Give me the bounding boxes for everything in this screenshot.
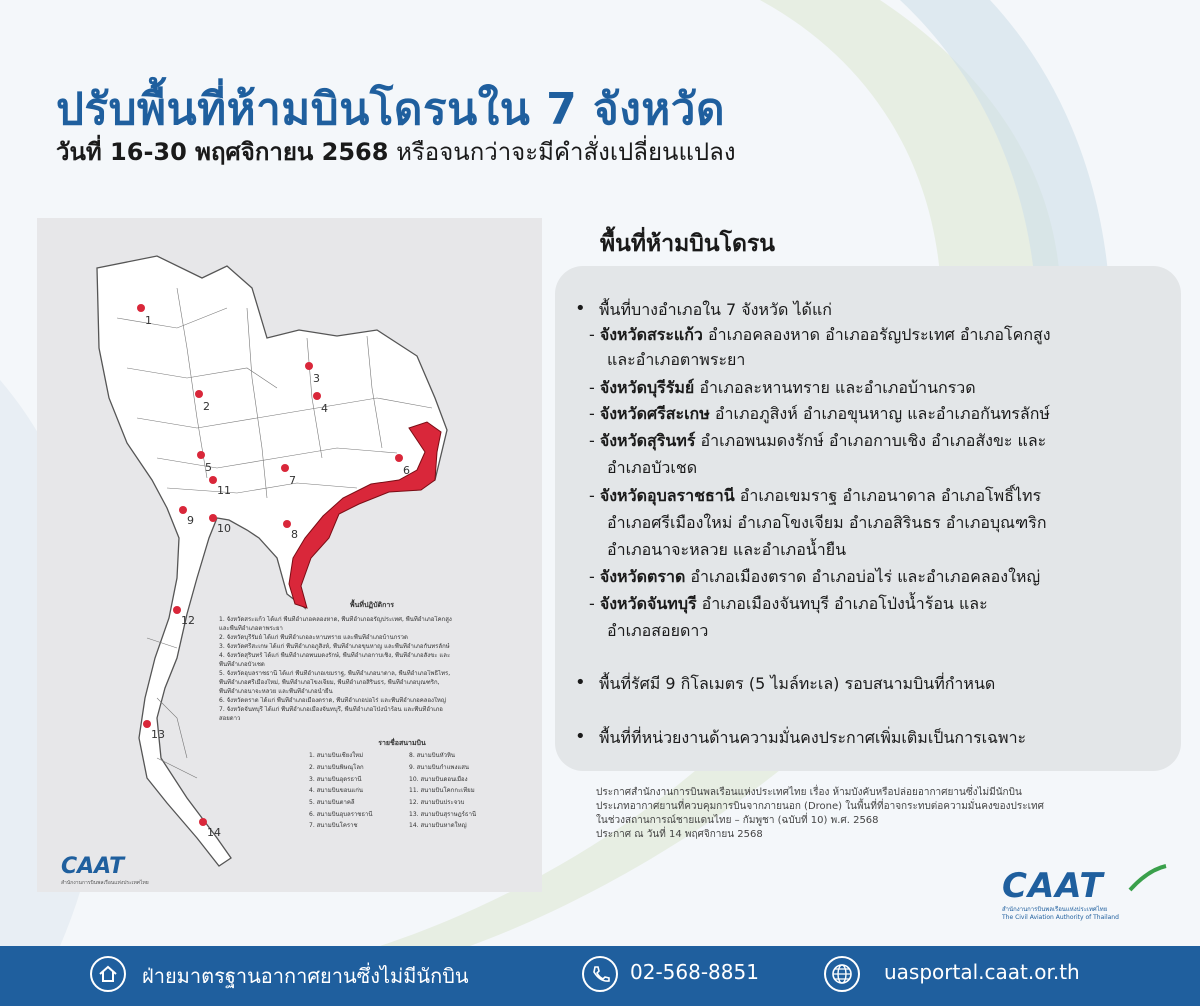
subtitle-rest: หรือจนกว่าจะมีคำสั่งเปลี่ยนแปลง xyxy=(396,138,736,166)
footer-website-link[interactable]: uasportal.caat.or.th xyxy=(884,960,1080,984)
caat-logo-subtext: สำนักงานการบินพลเรือนแห่งประเทศไทย The Civil Aviation Authority of Thailand xyxy=(1002,906,1119,921)
airport-item: 2. สนามบินพิษณุโลก xyxy=(309,763,364,771)
page-subtitle xyxy=(56,132,736,171)
airport-list xyxy=(309,752,525,831)
province-item: - จังหวัดอุบลราชธานี อำเภอเขมราฐ อำเภอนาดาล อำเภอโพธิ์ไทร xyxy=(589,486,1042,505)
legend-line: พื้นที่อำเภอนาจะหลวย และพื้นที่อำเภอน้ำยืน xyxy=(219,688,333,696)
province-item-cont: อำเภอศรีเมืองใหม่ อำเภอโขงเจียม อำเภอสิรินธร อำเภอบุณฑริก xyxy=(607,513,1047,532)
footnote-line: ประเภทอากาศยานที่ควบคุมการบินจากภายนอก (Drone) ในพื้นที่ที่อาจกระทบต่อความมั่นคงของประเทศ xyxy=(596,801,1044,812)
legend-line: 3. จังหวัดศรีสะเกษ ได้แก่ พื้นที่อำเภอภูสิงห์, พื้นที่อำเภอขุนหาญ และพื้นที่อำเภอกันทรลักษ์ xyxy=(219,643,450,651)
map-marker-label: 5 xyxy=(205,461,212,474)
caat-logo-swoosh-icon xyxy=(1128,864,1168,894)
airport-item: 9. สนามบินกำแพงแสน xyxy=(409,763,470,771)
phone-icon xyxy=(582,956,618,992)
airport-item: 14. สนามบินหาดใหญ่ xyxy=(409,822,467,830)
legend-title: พื้นที่ปฏิบัติการ xyxy=(349,601,395,609)
legend-line: และพื้นที่อำเภอตาพระยา xyxy=(219,625,283,633)
footnote-line: ประกาศ ณ วันที่ 14 พฤศจิกายน 2568 xyxy=(596,829,763,840)
announcement-footnote xyxy=(596,786,1156,842)
province-item: - จังหวัดสระแก้ว อำเภอคลองหาด อำเภออรัญประเทศ อำเภอโคกสูง xyxy=(589,325,1051,344)
map-marker-label: 10 xyxy=(217,522,231,535)
footer-department: ฝ่ายมาตรฐานอากาศยานซึ่งไม่มีนักบิน xyxy=(142,964,469,988)
airport-item: 4. สนามบินขอนแก่น xyxy=(309,787,364,795)
province-item: - จังหวัดตราด อำเภอเมืองตราด อำเภอบ่อไร่ และอำเภอคลองใหญ่ xyxy=(589,567,1041,586)
province-item-cont: อำเภอนาจะหลวย และอำเภอน้ำยืน xyxy=(607,540,847,559)
map-marker-label: 11 xyxy=(217,484,231,497)
airport-item: 7. สนามบินโคราช xyxy=(309,822,358,830)
airport-item: 12. สนามบินประจวบ xyxy=(409,799,465,807)
province-item: - จังหวัดบุรีรัมย์ อำเภอละหานทราย และอำเภอบ้านกรวด xyxy=(589,378,976,397)
airport-item: 3. สนามบินอุดรธานี xyxy=(309,775,362,783)
subtitle-date: วันที่ 16-30 พฤศจิกายน 2568 xyxy=(56,138,389,166)
airport-item: 1. สนามบินเชียงใหม่ xyxy=(309,752,364,760)
map-marker-label: 1 xyxy=(145,314,152,327)
footnote-line: ในช่วงสถานการณ์ชายแดนไทย – กัมพูชา (ฉบับที่ 10) พ.ศ. 2568 xyxy=(596,815,879,826)
airport-item: 10. สนามบินดอนเมือง xyxy=(409,775,468,783)
no-fly-zone-card xyxy=(555,266,1181,771)
map-marker-label: 3 xyxy=(313,372,320,385)
page-title: ปรับพื้นที่ห้ามบินโดรนใน 7 จังหวัด xyxy=(56,84,726,135)
airport-item: 6. สนามบินอุบลราชธานี xyxy=(309,810,373,818)
legend-line: 6. จังหวัดตราด ได้แก่ พื้นที่อำเภอเมืองตราด, พื้นที่อำเภอบ่อไร่ และพื้นที่อำเภอคลองใหญ่ xyxy=(219,697,446,705)
legend-line: 5. จังหวัดอุบลราชธานี ได้แก่ พื้นที่อำเภอเขมราฐ, พื้นที่อำเภอนาดาล, พื้นที่อำเภอโพธิ์ไทร, xyxy=(219,670,451,678)
map-caat-logo: CAAT xyxy=(61,854,125,879)
province-item: - จังหวัดศรีสะเกษ อำเภอภูสิงห์ อำเภอขุนหาญ และอำเภอกันทรลักษ์ xyxy=(589,404,1050,423)
airport-item: 5. สนามบินตาคลี xyxy=(309,799,355,807)
caat-logo: CAAT xyxy=(1002,866,1104,906)
province-item: - จังหวัดจันทบุรี อำเภอเมืองจันทบุรี อำเภอโป่งน้ำร้อน และ xyxy=(589,594,988,613)
map-marker-label: 12 xyxy=(181,614,195,627)
home-icon xyxy=(90,956,126,992)
bullet-dot: • xyxy=(575,298,586,319)
map-marker-label: 4 xyxy=(321,402,328,415)
airport-item: 11. สนามบินโคกกะเทียม xyxy=(409,787,475,795)
legend-line: 2. จังหวัดบุรีรัมย์ ได้แก่ พื้นที่อำเภอละหานทราย และพื้นที่อำเภอบ้านกรวด xyxy=(219,634,408,642)
map-marker-label: 13 xyxy=(151,728,165,741)
legend-line: พื้นที่อำเภอศรีเมืองใหม่, พื้นที่อำเภอโขงเจียม, พื้นที่อำเภอสิรินธร, พื้นที่อำเภอบุณฑริก, xyxy=(219,679,440,687)
footer-phone[interactable]: 02-568-8851 xyxy=(630,960,759,984)
no-fly-zone-heading: พื้นที่ห้ามบินโดรน xyxy=(600,231,775,257)
province-item-cont: อำเภอสอยดาว xyxy=(607,621,709,640)
bullet-intro: พื้นที่บางอำเภอใน 7 จังหวัด ได้แก่ xyxy=(599,300,832,319)
bullet-dot: • xyxy=(575,672,586,693)
map-marker-label: 8 xyxy=(291,528,298,541)
map-caat-logo-subtext: สำนักงานการบินพลเรือนแห่งประเทศไทย xyxy=(61,880,149,886)
map-marker-label: 14 xyxy=(207,826,221,839)
footnote-line: ประกาศสำนักงานการบินพลเรือนแห่งประเทศไทย เรื่อง ห้ามบังคับหรือปล่อยอากาศยานซึ่งไม่มีนักบิน xyxy=(596,787,1022,798)
airport-item: 8. สนามบินหัวหิน xyxy=(409,752,456,760)
legend-line: 7. จังหวัดจันทบุรี ได้แก่ พื้นที่อำเภอเมืองจันทบุรี, พื้นที่อำเภอโป่งน้ำร้อน และพื้นที่อำเภอ xyxy=(219,706,443,714)
legend-line: 1. จังหวัดสระแก้ว ได้แก่ พื้นที่อำเภอคลองหาด, พื้นที่อำเภออรัญประเทศ, พื้นที่อำเภอโคกสูง xyxy=(219,616,452,624)
map-legend xyxy=(219,600,525,870)
bullet-security-areas-text: พื้นที่ที่หน่วยงานด้านความมั่นคงประกาศเพิ่มเติมเป็นการเฉพาะ xyxy=(599,728,1027,747)
map-marker-label: 6 xyxy=(403,464,410,477)
airport-item: 13. สนามบินสุราษฎร์ธานี xyxy=(409,810,477,818)
bullet-airport-radius-text: พื้นที่รัศมี 9 กิโลเมตร (5 ไมล์ทะเล) รอบสนามบินที่กำหนด xyxy=(599,674,996,693)
bullet-dot: • xyxy=(575,726,586,747)
map-marker-label: 7 xyxy=(289,474,296,487)
province-item-cont: อำเภอบัวเชด xyxy=(607,458,698,477)
legend-line: สอยดาว xyxy=(219,715,241,723)
map-marker-label: 2 xyxy=(203,400,210,413)
legend-line: 4. จังหวัดสุรินทร์ ได้แก่ พื้นที่อำเภอพนมดงรักษ์, พื้นที่อำเภอกาบเชิง, พื้นที่อำเภอสังขะ และ xyxy=(219,652,451,660)
restricted-area-map xyxy=(37,218,542,892)
province-item: - จังหวัดสุรินทร์ อำเภอพนมดงรักษ์ อำเภอกาบเชิง อำเภอสังขะ และ xyxy=(589,431,1047,450)
province-item-cont: และอำเภอตาพระยา xyxy=(607,350,746,369)
footer-bar xyxy=(0,946,1200,1006)
globe-icon xyxy=(824,956,860,992)
map-marker-label: 9 xyxy=(187,514,194,527)
legend-line: พื้นที่อำเภอบัวเชด xyxy=(219,661,265,669)
airports-title: รายชื่อสนามบิน xyxy=(378,739,426,748)
